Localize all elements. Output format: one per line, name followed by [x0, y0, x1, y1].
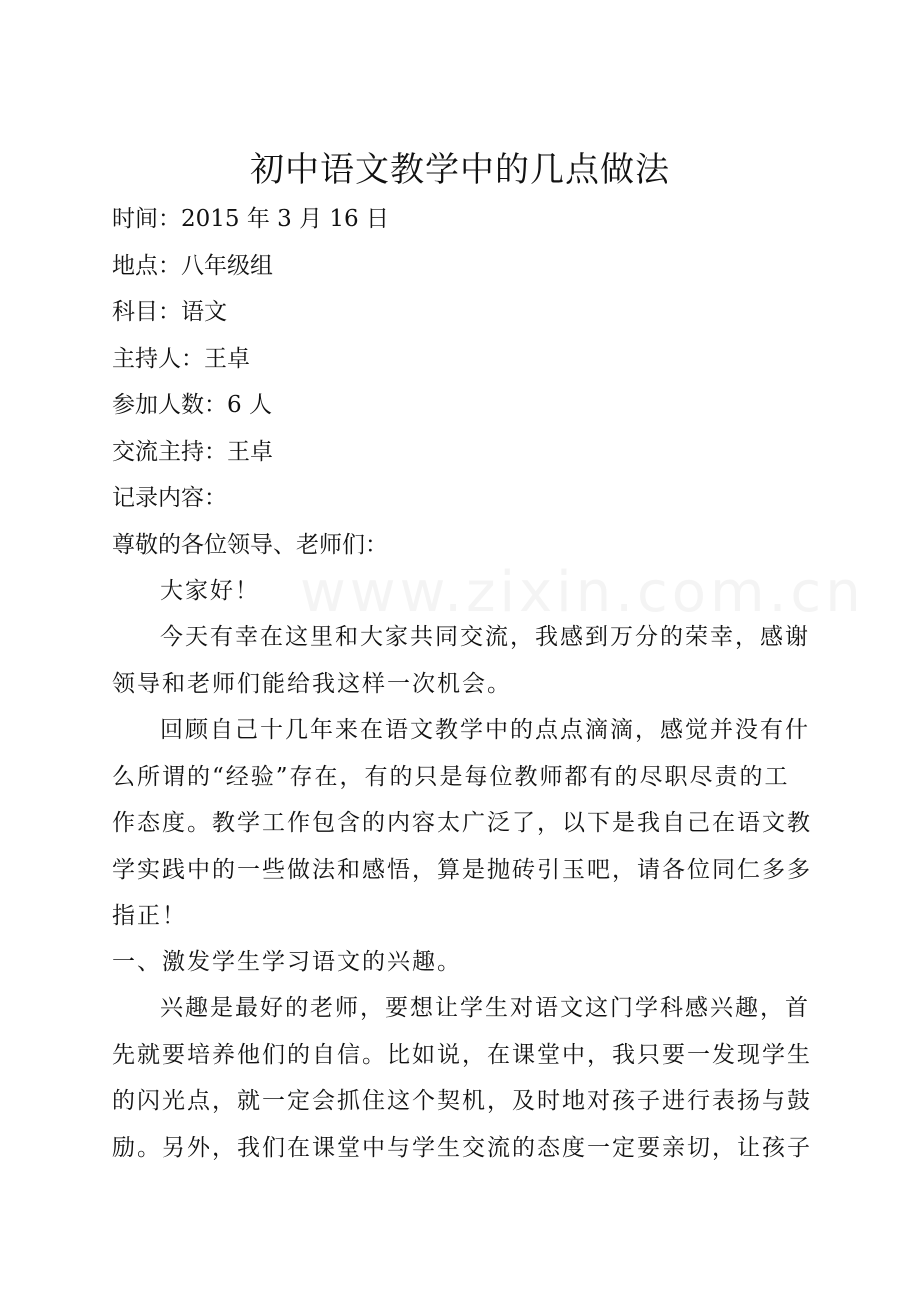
- meta-host: 主持人：王卓: [112, 345, 250, 372]
- paragraph-line: 兴趣是最好的老师，要想让学生对语文这门学科感兴趣，首: [160, 995, 810, 1021]
- meta-time: 时间：2015 年 3 月 16 日: [112, 206, 389, 232]
- paragraph-1: [112, 614, 812, 707]
- paragraph-line: 今天有幸在这里和大家共同交流，我感到万分的荣幸，感谢: [160, 624, 810, 650]
- paragraph-line: 么所谓的“经验”存在，有的只是每位教师都有的尽职尽责的工: [112, 763, 790, 790]
- paragraph-line: 的闪光点，就一定会抓住这个契机，及时地对孩子进行表扬与鼓: [112, 1088, 812, 1114]
- paragraph-2: [112, 707, 812, 940]
- greeting-paragraph: [112, 568, 812, 615]
- meta-exchange-host: 交流主持：王卓: [112, 438, 273, 465]
- paragraph-line: 学实践中的一些做法和感悟，算是抛砖引玉吧，请各位同仁多多: [112, 856, 812, 883]
- paragraph-line: 指正！: [112, 903, 187, 929]
- greeting: 大家好！: [160, 578, 260, 604]
- paragraph-line: 作态度。教学工作包含的内容太广泛了，以下是我自己在语文教: [112, 810, 812, 836]
- meta-attendees: 参加人数：6 人: [112, 392, 272, 418]
- watermark: www.zixin.com.cn: [300, 560, 865, 625]
- meta-location: 地点：八年级组: [112, 252, 273, 279]
- section-heading-1: [112, 939, 812, 986]
- paragraph-line: 先就要培养他们的自信。比如说，在课堂中，我只要一发现学生: [112, 1041, 812, 1068]
- paragraph-line: 回顾自己十几年来在语文教学中的点点滴滴，感觉并没有什: [160, 717, 810, 743]
- paragraph-3: [112, 985, 812, 1171]
- paragraph-line: 励。另外，我们在课堂中与学生交流的态度一定要亲切，让孩子: [112, 1134, 812, 1161]
- document-title: 初中语文教学中的几点做法: [250, 150, 670, 190]
- meta-subject: 科目：语文: [112, 299, 227, 325]
- meta-block: [112, 196, 812, 568]
- section-heading: 一、激发学生学习语文的兴趣。: [112, 949, 462, 975]
- meta-record-content: 记录内容：: [112, 485, 227, 511]
- salutation: 尊敬的各位领导、老师们：: [112, 531, 388, 558]
- paragraph-line: 领导和老师们能给我这样一次机会。: [112, 670, 512, 697]
